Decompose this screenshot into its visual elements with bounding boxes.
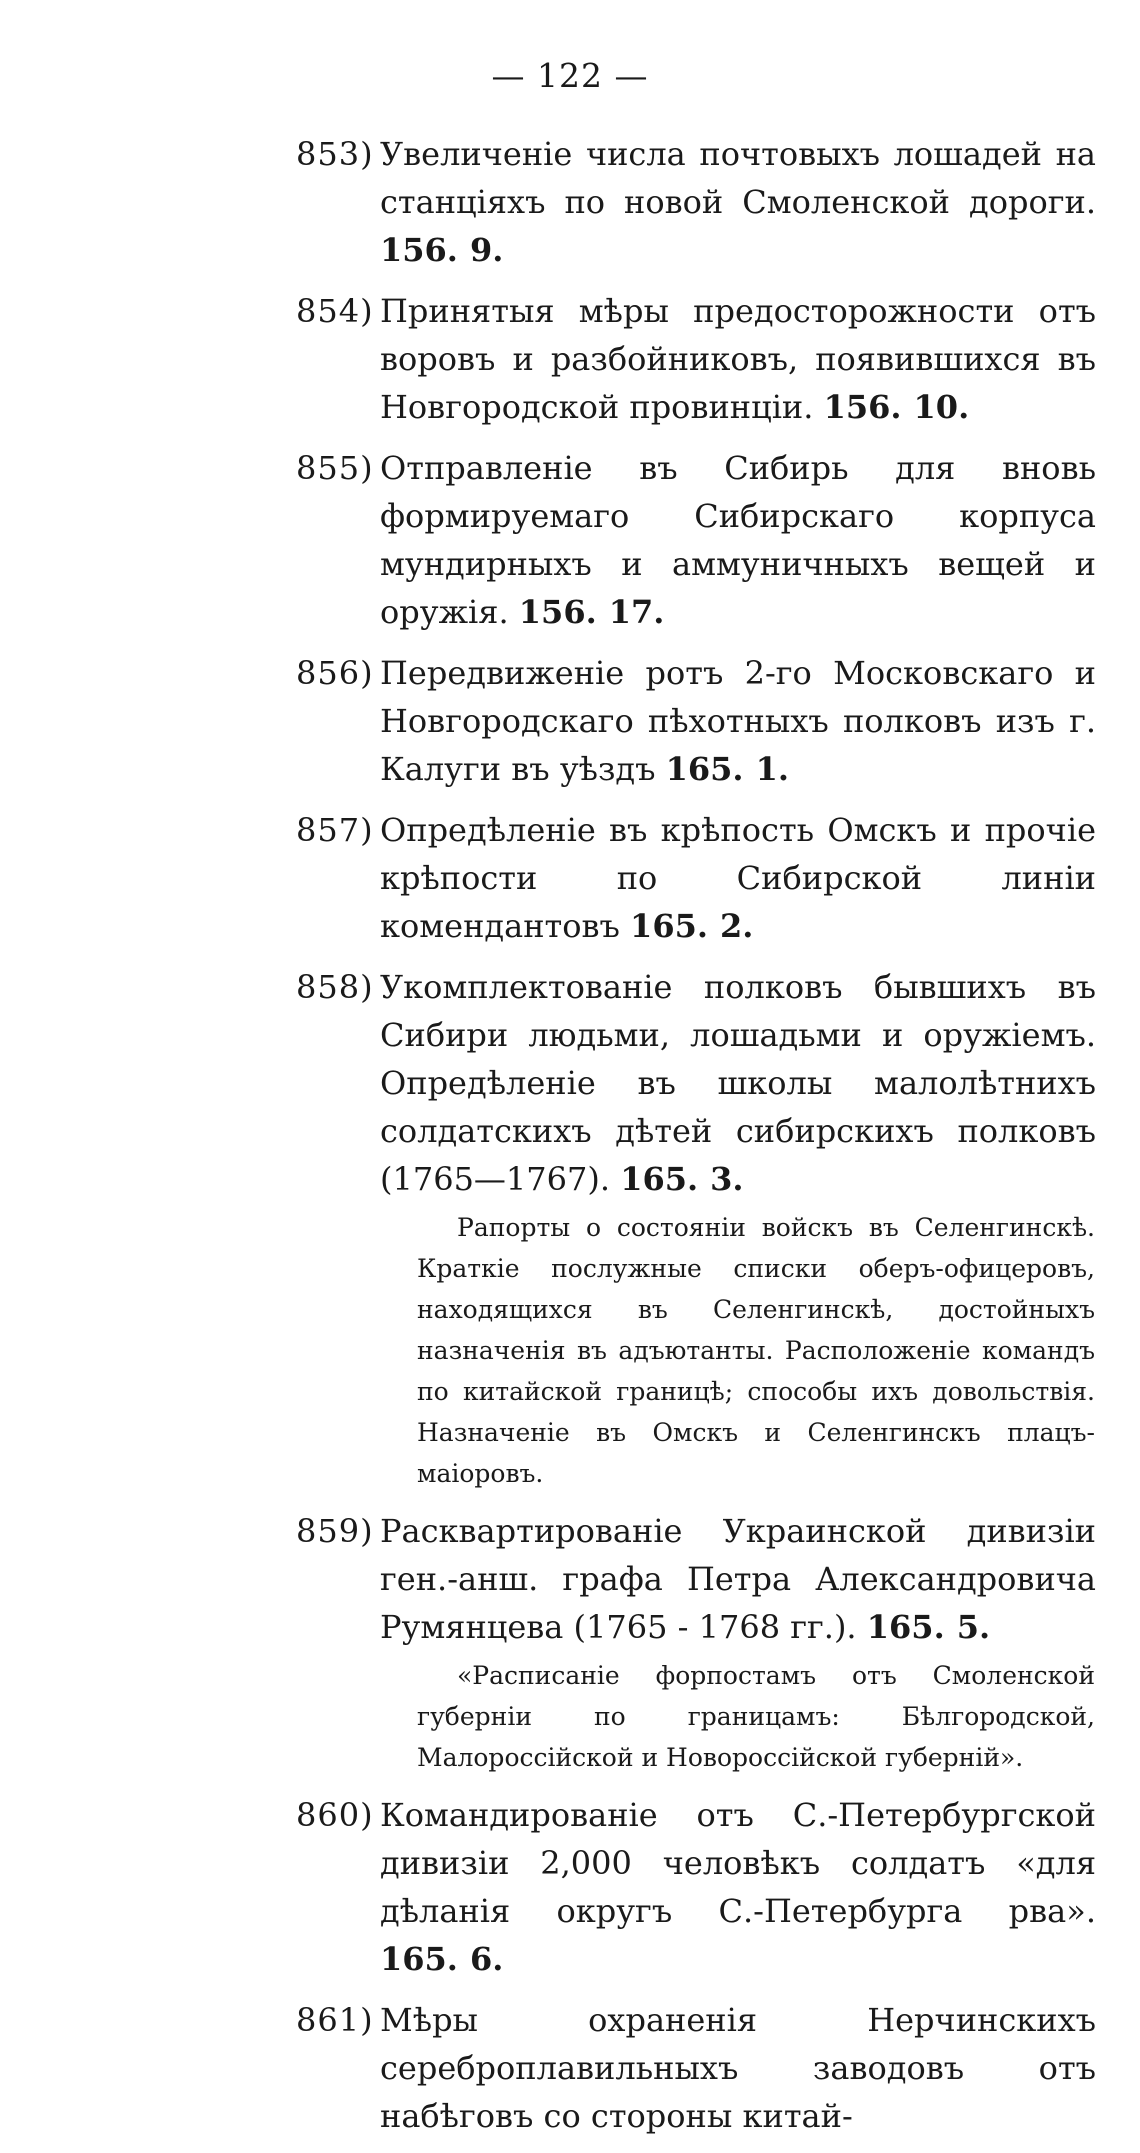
entry-text: [380, 649, 1096, 793]
ref-number: 5.: [956, 1608, 991, 1646]
ref-number: 6.: [469, 1940, 504, 1978]
entry-855: [0, 444, 1140, 636]
entry-reference: [630, 907, 753, 945]
entry-reference: [867, 1608, 990, 1646]
entry-number: 856): [296, 654, 374, 692]
entry-title: Передвиженіе ротъ 2-го Московскаго и Новгородскаго пѣхотныхъ полковъ изъ г. Калуги въ уѣздъ: [380, 654, 1096, 788]
entry-note: Рапорты о состояніи войскъ въ Селенгинскѣ. Краткіе послужные списки оберъ-офицеровъ, находящихся въ Селенгинскѣ, достойныхъ назначенія въ адъютанты. Расположеніе командъ по китайской границѣ; способы ихъ довольствія. Назначеніе въ Омскъ и Селенгинскъ плацъ-маіоровъ.: [417, 1213, 1095, 1488]
ref-number: 9.: [469, 231, 504, 269]
entry-number: 860): [296, 1796, 374, 1834]
entry-reference: [620, 1160, 743, 1198]
entry-text: [380, 130, 1096, 274]
entry-text: [380, 287, 1096, 431]
ref-volume: 165.: [380, 1940, 458, 1978]
ref-number: 17.: [608, 593, 665, 631]
entry-title: Увеличеніе числа почтовыхъ лошадей на станціяхъ по новой Смоленской дороги.: [380, 135, 1096, 221]
entry-854: [0, 287, 1140, 431]
entry-number: 854): [296, 292, 374, 330]
entry-reference: [380, 231, 503, 269]
entry-text: [380, 1791, 1096, 1983]
entry-number: 855): [296, 449, 374, 487]
ref-number: 1.: [755, 750, 789, 788]
entry-title: Расквартированіе Украинской дивизіи ген.-анш. графа Петра Александровича Румянцева (1765 - 1768 гг.).: [380, 1512, 1096, 1646]
ref-volume: 165.: [665, 750, 744, 788]
entry-title: Отправленіе въ Сибирь для вновь формируемаго Сибирскаго корпуса мундирныхъ и аммуничныхъ вещей и оружія.: [380, 449, 1096, 631]
entry-859: [0, 1507, 1140, 1778]
entry-number: 859): [296, 1512, 374, 1550]
entry-text: [380, 444, 1096, 636]
entry-860: [0, 1791, 1140, 1983]
entry-number: 858): [296, 968, 374, 1006]
entry-857: [0, 806, 1140, 950]
ref-volume: 156.: [518, 593, 597, 631]
entry-reference: [519, 593, 665, 631]
ref-number: 2.: [719, 907, 754, 945]
entry-title: Опредѣленіе въ крѣпость Омскъ и прочіе крѣпости по Сибирской линіи комендантовъ: [380, 811, 1096, 945]
ref-volume: 165.: [620, 1160, 699, 1198]
entry-861: [0, 1996, 1140, 2140]
entry-856: [0, 649, 1140, 793]
ref-volume: 156.: [380, 231, 458, 269]
entry-reference: [380, 1940, 503, 1978]
entry-title: Принятыя мѣры предосторожности отъ воровъ и разбойниковъ, появившихся въ Новгородской провинціи.: [380, 292, 1096, 426]
entry-text: [380, 963, 1096, 1203]
entry-text: [380, 1507, 1096, 1651]
entry-text: [380, 806, 1096, 950]
entry-note: «Расписаніе форпостамъ отъ Смоленской губерніи по границамъ: Бѣлгородской, Малороссійской и Новороссійской губерній».: [417, 1661, 1095, 1772]
entry-title: Командированіе отъ С.-Петербургской дивизіи 2,000 человѣкъ солдатъ «для дѣланія округъ С.-Петербурга рва».: [380, 1796, 1096, 1930]
ref-volume: 165.: [630, 907, 708, 945]
entry-number: 861): [296, 2001, 374, 2039]
ref-number: 3.: [710, 1160, 744, 1198]
entry-list: [0, 130, 1140, 2153]
entry-858: [0, 963, 1140, 1494]
entry-title: Мѣры охраненія Нерчинскихъ сереброплавильныхъ заводовъ отъ набѣговъ со стороны китай-: [380, 2001, 1096, 2135]
entry-reference: [824, 388, 970, 426]
entry-853: [0, 130, 1140, 274]
entry-title: Укомплектованіе полковъ бывшихъ въ Сибири людьми, лошадьми и оружіемъ. Опредѣленіе въ школы малолѣтнихъ солдатскихъ дѣтей сибирскихъ полковъ (1765—1767).: [380, 968, 1096, 1198]
entry-text: [380, 1996, 1096, 2140]
entry-number: 857): [296, 811, 374, 849]
ref-number: 10.: [913, 388, 970, 426]
entry-number: 853): [296, 135, 374, 173]
page-number: — 122 —: [491, 56, 649, 95]
ref-volume: 165.: [866, 1608, 945, 1646]
entry-reference: [666, 750, 789, 788]
ref-volume: 156.: [823, 388, 902, 426]
